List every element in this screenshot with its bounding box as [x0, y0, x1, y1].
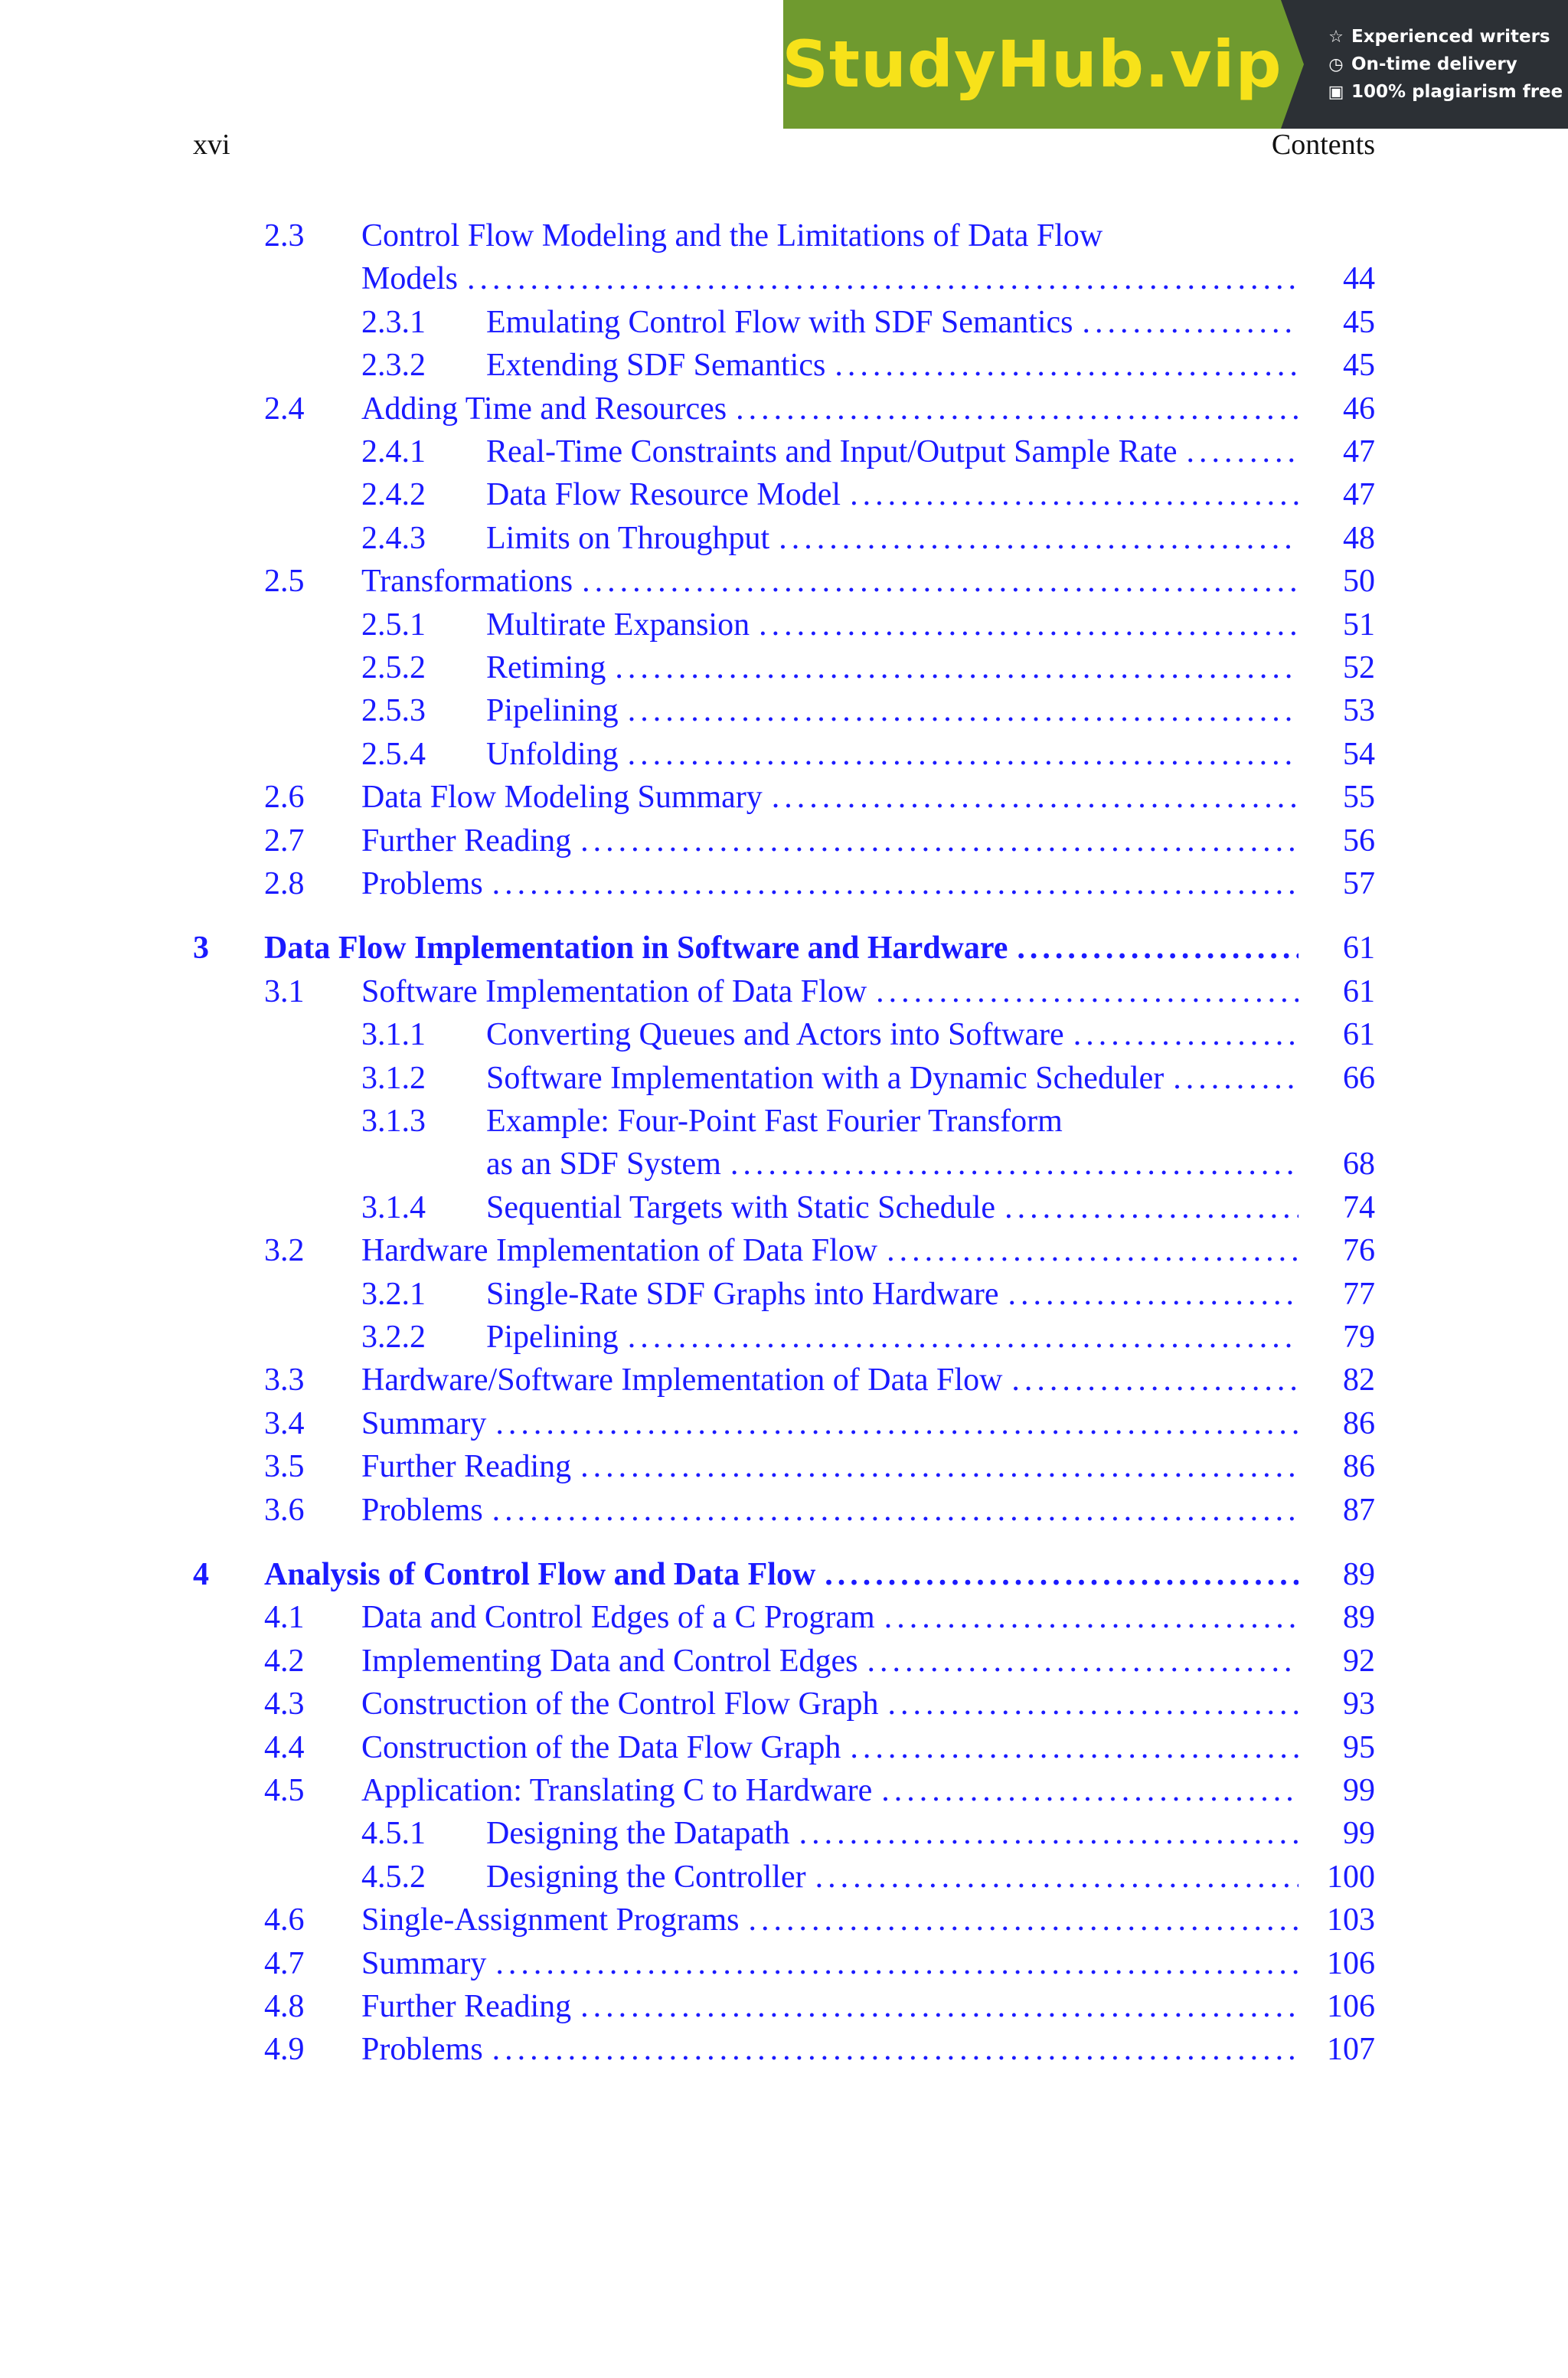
- toc-entry-title[interactable]: Pipelining: [486, 693, 619, 729]
- star-icon: ☆: [1328, 27, 1344, 47]
- toc-entry[interactable]: [0, 1942, 1568, 1985]
- toc-entry-title[interactable]: Emulating Control Flow with SDF Semantics: [486, 304, 1073, 340]
- toc-entry-title[interactable]: Problems: [361, 1492, 483, 1528]
- dot-leader: [750, 603, 1298, 646]
- toc-chapter-entry[interactable]: [0, 927, 1568, 970]
- feature-item: [1327, 27, 1568, 47]
- dot-leader: [486, 1402, 1298, 1445]
- toc-entry-page[interactable]: 89: [1343, 1557, 1375, 1592]
- dot-leader: [483, 1489, 1298, 1532]
- toc-entry-title-wrap: [361, 2028, 1298, 2071]
- toc-entry-page[interactable]: 86: [1343, 1405, 1375, 1441]
- toc-entry-title-wrap: [486, 344, 1298, 387]
- feature-label: Experienced writers: [1351, 27, 1550, 47]
- toc-entry-title-wrap: [264, 927, 1298, 970]
- toc-entry-page[interactable]: 47: [1343, 434, 1375, 469]
- toc-entry-title[interactable]: Single-Assignment Programs: [361, 1902, 740, 1938]
- toc-entry-title[interactable]: Implementing Data and Control Edges: [361, 1643, 858, 1679]
- toc-entry[interactable]: [0, 1812, 1568, 1855]
- toc-entry-title-wrap: [486, 1057, 1298, 1100]
- toc-entry-title[interactable]: Retiming: [486, 650, 606, 685]
- running-title: Contents: [1271, 129, 1375, 161]
- clock-icon: ◷: [1328, 54, 1344, 74]
- dot-leader: [573, 560, 1298, 603]
- toc-entry-title-wrap: [486, 301, 1298, 344]
- toc-entry-title[interactable]: Software Implementation of Data Flow: [361, 973, 867, 1009]
- dot-leader: [739, 1899, 1298, 1941]
- toc-entry-number: 2.5.3: [361, 693, 426, 729]
- toc-entry-title-wrap: [361, 1596, 1298, 1639]
- toc-entry-title-wrap: [486, 1812, 1298, 1855]
- toc-entry[interactable]: [0, 776, 1568, 819]
- toc-entry-number: 3.1.3: [361, 1104, 426, 1139]
- dot-leader: [763, 776, 1298, 819]
- dot-leader: [619, 689, 1298, 732]
- dot-leader: [571, 1985, 1298, 2028]
- toc-entry-page[interactable]: 76: [1343, 1233, 1375, 1269]
- toc-entry-number: 4.1: [264, 1600, 305, 1636]
- dot-leader: [619, 733, 1298, 776]
- toc-entry-title[interactable]: Summary: [361, 1405, 487, 1441]
- toc-entry-number: 4.6: [264, 1902, 305, 1938]
- toc-entry-title-wrap: [361, 560, 1298, 603]
- toc-entry-title-wrap: [486, 733, 1298, 776]
- toc-entry-number: 4: [193, 1557, 209, 1592]
- toc-entry-title-wrap: [361, 1359, 1298, 1402]
- dot-leader: [841, 1726, 1298, 1769]
- toc-entry-title[interactable]: Pipelining: [486, 1320, 619, 1355]
- toc-entry-page[interactable]: 74: [1343, 1189, 1375, 1225]
- toc-entry[interactable]: [0, 344, 1568, 387]
- toc-entry[interactable]: [0, 1186, 1568, 1229]
- toc-entry-number: 2.6: [264, 780, 305, 816]
- toc-entry-title[interactable]: Data and Control Edges of a C Program: [361, 1600, 875, 1636]
- toc-entry-title[interactable]: Single-Rate SDF Graphs into Hardware: [486, 1276, 999, 1312]
- toc-entry-title[interactable]: Extending SDF Semantics: [486, 348, 826, 384]
- toc-entry-title[interactable]: Problems: [361, 866, 483, 901]
- toc-entry-page[interactable]: 79: [1343, 1320, 1375, 1355]
- toc-entry[interactable]: [0, 1359, 1568, 1402]
- toc-entry-page[interactable]: 55: [1343, 780, 1375, 816]
- dot-leader: [483, 2028, 1298, 2071]
- toc-entry-title[interactable]: Limits on Throughput: [486, 520, 770, 556]
- toc-entry-page[interactable]: 44: [1343, 261, 1375, 297]
- toc-entry-page[interactable]: 106: [1327, 1989, 1375, 2024]
- toc-entry-title-wrap: [486, 1013, 1298, 1056]
- toc-entry-title-wrap: [486, 689, 1298, 732]
- toc-entry-number: 4.9: [264, 2032, 305, 2068]
- dot-leader: [995, 1186, 1298, 1229]
- toc-entry-page[interactable]: 106: [1327, 1945, 1375, 1981]
- feature-item: [1327, 54, 1568, 74]
- toc-entry[interactable]: [0, 517, 1568, 560]
- toc-entry-title[interactable]: Construction of the Data Flow Graph: [361, 1729, 841, 1765]
- toc-entry-number: 3.5: [264, 1449, 305, 1485]
- toc-entry[interactable]: [0, 388, 1568, 430]
- toc-entry-title[interactable]: Real-Time Constraints and Input/Output Sample Rate: [486, 434, 1178, 469]
- toc-entry-title-wrap: [264, 1553, 1298, 1596]
- toc-entry-title[interactable]: Data Flow Resource Model: [486, 477, 841, 513]
- dot-leader: [877, 1229, 1298, 1272]
- toc-entry-title[interactable]: Adding Time and Resources: [361, 391, 727, 427]
- toc-entry-title-wrap: [361, 388, 1298, 430]
- toc-entry-title-wrap: [361, 1942, 1298, 1985]
- toc-entry-number: 2.5: [264, 564, 305, 600]
- dot-leader: [790, 1812, 1298, 1855]
- toc-entry[interactable]: [0, 1057, 1568, 1100]
- dot-leader: [571, 1445, 1298, 1488]
- toc-entry-number: 3.2.2: [361, 1320, 426, 1355]
- toc-entry-title-wrap: [486, 646, 1298, 689]
- toc-entry-title-wrap: [486, 1100, 1298, 1143]
- toc-entry-number: 2.3.1: [361, 304, 426, 340]
- toc-entry[interactable]: [0, 1229, 1568, 1272]
- dot-leader: [858, 1640, 1298, 1683]
- toc-entry[interactable]: [0, 1596, 1568, 1639]
- toc-entry-page[interactable]: 46: [1343, 391, 1375, 427]
- dot-leader: [1064, 1013, 1298, 1056]
- toc-entry-page[interactable]: 89: [1343, 1600, 1375, 1636]
- toc-entry-page[interactable]: 87: [1343, 1492, 1375, 1528]
- toc-entry-number: 2.4.2: [361, 477, 426, 513]
- dot-leader: [571, 819, 1298, 862]
- toc-entry[interactable]: [0, 862, 1568, 905]
- toc-entry-title-wrap: [361, 1985, 1298, 2028]
- toc-entry-page[interactable]: 45: [1343, 304, 1375, 340]
- toc-entry[interactable]: [0, 1726, 1568, 1769]
- toc-entry-title-wrap: [361, 214, 1298, 257]
- dot-leader: [1008, 927, 1298, 970]
- toc-entry[interactable]: [0, 473, 1568, 516]
- toc-entry-title-wrap: [486, 517, 1298, 560]
- toc-entry[interactable]: [0, 214, 1568, 257]
- dot-leader: [815, 1553, 1298, 1596]
- toc-entry-page[interactable]: 51: [1343, 607, 1375, 643]
- toc-entry-title[interactable]: Problems: [361, 2032, 483, 2068]
- toc-entry-page[interactable]: 86: [1343, 1449, 1375, 1485]
- dot-leader: [806, 1856, 1298, 1899]
- toc-entry[interactable]: [0, 603, 1568, 646]
- toc-entry-title[interactable]: Hardware Implementation of Data Flow: [361, 1233, 878, 1269]
- toc-entry-number: 2.5.2: [361, 650, 426, 685]
- toc-entry-title[interactable]: Control Flow Modeling and the Limitations of Data Flow: [361, 218, 1103, 254]
- dot-leader: [486, 1942, 1298, 1985]
- toc-entry-title[interactable]: Example: Four-Point Fast Fourier Transform: [486, 1104, 1063, 1139]
- dot-leader: [841, 473, 1298, 516]
- toc-entry-page[interactable]: 54: [1343, 736, 1375, 772]
- toc-entry-title-wrap: [361, 1489, 1298, 1532]
- toc-entry-title[interactable]: Construction of the Control Flow Graph: [361, 1686, 879, 1722]
- toc-entry[interactable]: [0, 970, 1568, 1013]
- dot-leader: [875, 1596, 1298, 1639]
- brand-logo[interactable]: [783, 0, 1281, 129]
- toc-entry-number: 2.8: [264, 866, 305, 901]
- toc-entry-title-wrap: [486, 1316, 1298, 1359]
- dot-leader: [721, 1143, 1298, 1186]
- toc-entry-title[interactable]: Models: [361, 261, 458, 297]
- feature-item: [1327, 82, 1568, 102]
- brand-name: StudyHub.vip: [782, 27, 1282, 102]
- toc-entry-title[interactable]: Designing the Datapath: [486, 1816, 790, 1852]
- toc-entry-number: 3.1: [264, 973, 305, 1009]
- toc-entry-number: 2.3: [264, 218, 305, 254]
- toc-entry-page[interactable]: 68: [1343, 1146, 1375, 1182]
- toc-entry-number: 3.4: [264, 1405, 305, 1441]
- toc-entry-page[interactable]: 82: [1343, 1362, 1375, 1398]
- document-check-icon: ▣: [1328, 82, 1344, 102]
- brand-notch: [1281, 0, 1304, 129]
- toc-entry[interactable]: [0, 430, 1568, 473]
- toc-entry-number: 4.4: [264, 1729, 305, 1765]
- toc-entry[interactable]: [0, 1489, 1568, 1532]
- toc-entry[interactable]: [0, 1143, 1568, 1186]
- toc-entry-title-wrap: [361, 970, 1298, 1013]
- toc-entry-title-wrap: [361, 1402, 1298, 1445]
- toc-entry[interactable]: [0, 301, 1568, 344]
- toc-entry[interactable]: [0, 560, 1568, 603]
- toc-entry[interactable]: [0, 1013, 1568, 1056]
- toc-entry-title-wrap: [486, 603, 1298, 646]
- toc-entry-page[interactable]: 48: [1343, 520, 1375, 556]
- toc-entry-title[interactable]: as an SDF System: [486, 1146, 721, 1182]
- toc-entry-title[interactable]: Transformations: [361, 564, 573, 600]
- toc-entry-page[interactable]: 61: [1343, 973, 1375, 1009]
- toc-entry-page[interactable]: 92: [1343, 1643, 1375, 1679]
- toc-entry[interactable]: [0, 1640, 1568, 1683]
- toc-entry-title[interactable]: Summary: [361, 1945, 487, 1981]
- toc-entry-page[interactable]: 103: [1327, 1902, 1375, 1938]
- toc-entry-title[interactable]: Further Reading: [361, 1989, 572, 2024]
- toc-entry[interactable]: [0, 1985, 1568, 2028]
- dot-leader: [1164, 1057, 1298, 1100]
- dot-leader: [825, 344, 1298, 387]
- toc-entry-page[interactable]: 99: [1343, 1773, 1375, 1808]
- toc-entry-number: 3.6: [264, 1492, 305, 1528]
- toc-entry-page[interactable]: 99: [1343, 1816, 1375, 1852]
- toc-entry-page[interactable]: 77: [1343, 1276, 1375, 1312]
- toc-entry-number: 3: [193, 931, 209, 967]
- toc-entry-number: 2.5.4: [361, 736, 426, 772]
- toc-entry-page[interactable]: 53: [1343, 693, 1375, 729]
- toc-entry-number: 4.2: [264, 1643, 305, 1679]
- toc-entry-title-wrap: [486, 1273, 1298, 1316]
- toc-entry-number: 3.2: [264, 1233, 305, 1269]
- toc-entry-title-wrap: [486, 1186, 1298, 1229]
- toc-entry[interactable]: [0, 1402, 1568, 1445]
- page-number-roman: xvi: [193, 129, 230, 161]
- toc-entry[interactable]: [0, 1683, 1568, 1725]
- toc-entry[interactable]: [0, 1769, 1568, 1812]
- toc-entry-number: 3.1.1: [361, 1017, 426, 1053]
- dot-leader: [619, 1316, 1298, 1359]
- dot-leader: [727, 388, 1298, 430]
- toc-entry[interactable]: [0, 733, 1568, 776]
- dot-leader: [878, 1683, 1298, 1725]
- dot-leader: [872, 1769, 1298, 1812]
- toc-entry-title[interactable]: Sequential Targets with Static Schedule: [486, 1189, 996, 1225]
- toc-chapter-entry[interactable]: [0, 1553, 1568, 1596]
- toc-entry-page[interactable]: 45: [1343, 348, 1375, 384]
- toc-entry-page[interactable]: 61: [1343, 931, 1375, 967]
- toc-entry-title-wrap: [361, 1769, 1298, 1812]
- toc-entry-number: 2.4.3: [361, 520, 426, 556]
- feature-label: 100% plagiarism free: [1351, 82, 1563, 102]
- toc-entry[interactable]: [0, 819, 1568, 862]
- toc-entry-number: 3.1.2: [361, 1060, 426, 1096]
- feature-list: [1281, 0, 1568, 129]
- toc-entry-number: 4.3: [264, 1686, 305, 1722]
- toc-entry[interactable]: [0, 2028, 1568, 2071]
- toc-entry-page[interactable]: 50: [1343, 564, 1375, 600]
- toc-entry[interactable]: [0, 257, 1568, 300]
- toc-entry-page[interactable]: 47: [1343, 477, 1375, 513]
- toc-entry-page[interactable]: 93: [1343, 1686, 1375, 1722]
- toc-entry-title[interactable]: Multirate Expansion: [486, 607, 750, 643]
- toc-entry-number: 2.7: [264, 823, 305, 859]
- toc-entry-number: 4.5.2: [361, 1859, 426, 1895]
- toc-entry-page[interactable]: 56: [1343, 823, 1375, 859]
- toc-entry-title[interactable]: Further Reading: [361, 1449, 572, 1485]
- toc-entry[interactable]: [0, 1273, 1568, 1316]
- dot-leader: [1178, 430, 1298, 473]
- toc-entry-title[interactable]: Hardware/Software Implementation of Data Flow: [361, 1362, 1003, 1398]
- toc-entry-title-wrap: [361, 776, 1298, 819]
- toc-entry-page[interactable]: 52: [1343, 650, 1375, 685]
- toc-entry[interactable]: [0, 1899, 1568, 1941]
- dot-leader: [606, 646, 1298, 689]
- toc-entry-page[interactable]: 61: [1343, 1017, 1375, 1053]
- toc-entry-number: 2.4.1: [361, 434, 426, 469]
- dot-leader: [769, 517, 1298, 560]
- toc-entry-page[interactable]: 100: [1327, 1859, 1375, 1895]
- toc-entry-number: 4.5: [264, 1773, 305, 1808]
- dot-leader: [867, 970, 1298, 1013]
- toc-entry-title-wrap: [361, 862, 1298, 905]
- toc-entry-title-wrap: [486, 430, 1298, 473]
- dot-leader: [999, 1273, 1298, 1316]
- toc-entry-title-wrap: [361, 257, 1298, 300]
- toc-entry[interactable]: [0, 1100, 1568, 1143]
- toc-entry[interactable]: [0, 646, 1568, 689]
- studyhub-banner[interactable]: [783, 0, 1568, 129]
- toc-entry-page[interactable]: 107: [1327, 2032, 1375, 2068]
- toc-entry-title-wrap: [361, 819, 1298, 862]
- dot-leader: [1002, 1359, 1298, 1402]
- toc-entry-title-wrap: [361, 1683, 1298, 1725]
- toc-entry-page[interactable]: 57: [1343, 866, 1375, 901]
- toc-entry-title-wrap: [361, 1445, 1298, 1488]
- toc-entry-title-wrap: [361, 1726, 1298, 1769]
- toc-entry-title[interactable]: Designing the Controller: [486, 1859, 806, 1895]
- toc-entry-title[interactable]: Application: Translating C to Hardware: [361, 1773, 873, 1808]
- toc-entry-title[interactable]: Further Reading: [361, 823, 572, 859]
- toc-entry-page[interactable]: 95: [1343, 1729, 1375, 1765]
- toc-entry-number: 3.2.1: [361, 1276, 426, 1312]
- toc-entry-number: 3.3: [264, 1362, 305, 1398]
- toc-entry-number: 3.1.4: [361, 1189, 426, 1225]
- toc-entry[interactable]: [0, 689, 1568, 732]
- toc-entry-title-wrap: [361, 1229, 1298, 1272]
- running-header: [193, 126, 1375, 164]
- toc-entry-title-wrap: [486, 473, 1298, 516]
- toc-entry-number: 4.5.1: [361, 1816, 426, 1852]
- toc-entry-number: 4.7: [264, 1945, 305, 1981]
- toc-entry[interactable]: [0, 1445, 1568, 1488]
- toc-entry-number: 2.4: [264, 391, 305, 427]
- toc-entry-title-wrap: [361, 1899, 1298, 1941]
- toc-entry-title[interactable]: Data Flow Modeling Summary: [361, 780, 763, 816]
- dot-leader: [483, 862, 1298, 905]
- toc-entry-title[interactable]: Software Implementation with a Dynamic Scheduler: [486, 1060, 1165, 1096]
- toc-entry-number: 2.5.1: [361, 607, 426, 643]
- toc-entry[interactable]: [0, 1316, 1568, 1359]
- dot-leader: [1073, 301, 1298, 344]
- toc-entry-number: 4.8: [264, 1989, 305, 2024]
- toc-entry-page[interactable]: 66: [1343, 1060, 1375, 1096]
- toc-entry-title[interactable]: Data Flow Implementation in Software and Hardware: [264, 931, 1008, 967]
- toc-entry[interactable]: [0, 1856, 1568, 1899]
- dot-leader: [458, 257, 1298, 300]
- toc-entry-number: 2.3.2: [361, 348, 426, 384]
- toc-entry-title-wrap: [361, 1640, 1298, 1683]
- toc-entry-title-wrap: [486, 1143, 1298, 1186]
- toc-entry-title[interactable]: Unfolding: [486, 736, 619, 772]
- toc-entry-title[interactable]: Analysis of Control Flow and Data Flow: [264, 1557, 816, 1592]
- toc-entry-title[interactable]: Converting Queues and Actors into Software: [486, 1017, 1064, 1053]
- toc-entry-title-wrap: [486, 1856, 1298, 1899]
- feature-label: On-time delivery: [1351, 54, 1517, 74]
